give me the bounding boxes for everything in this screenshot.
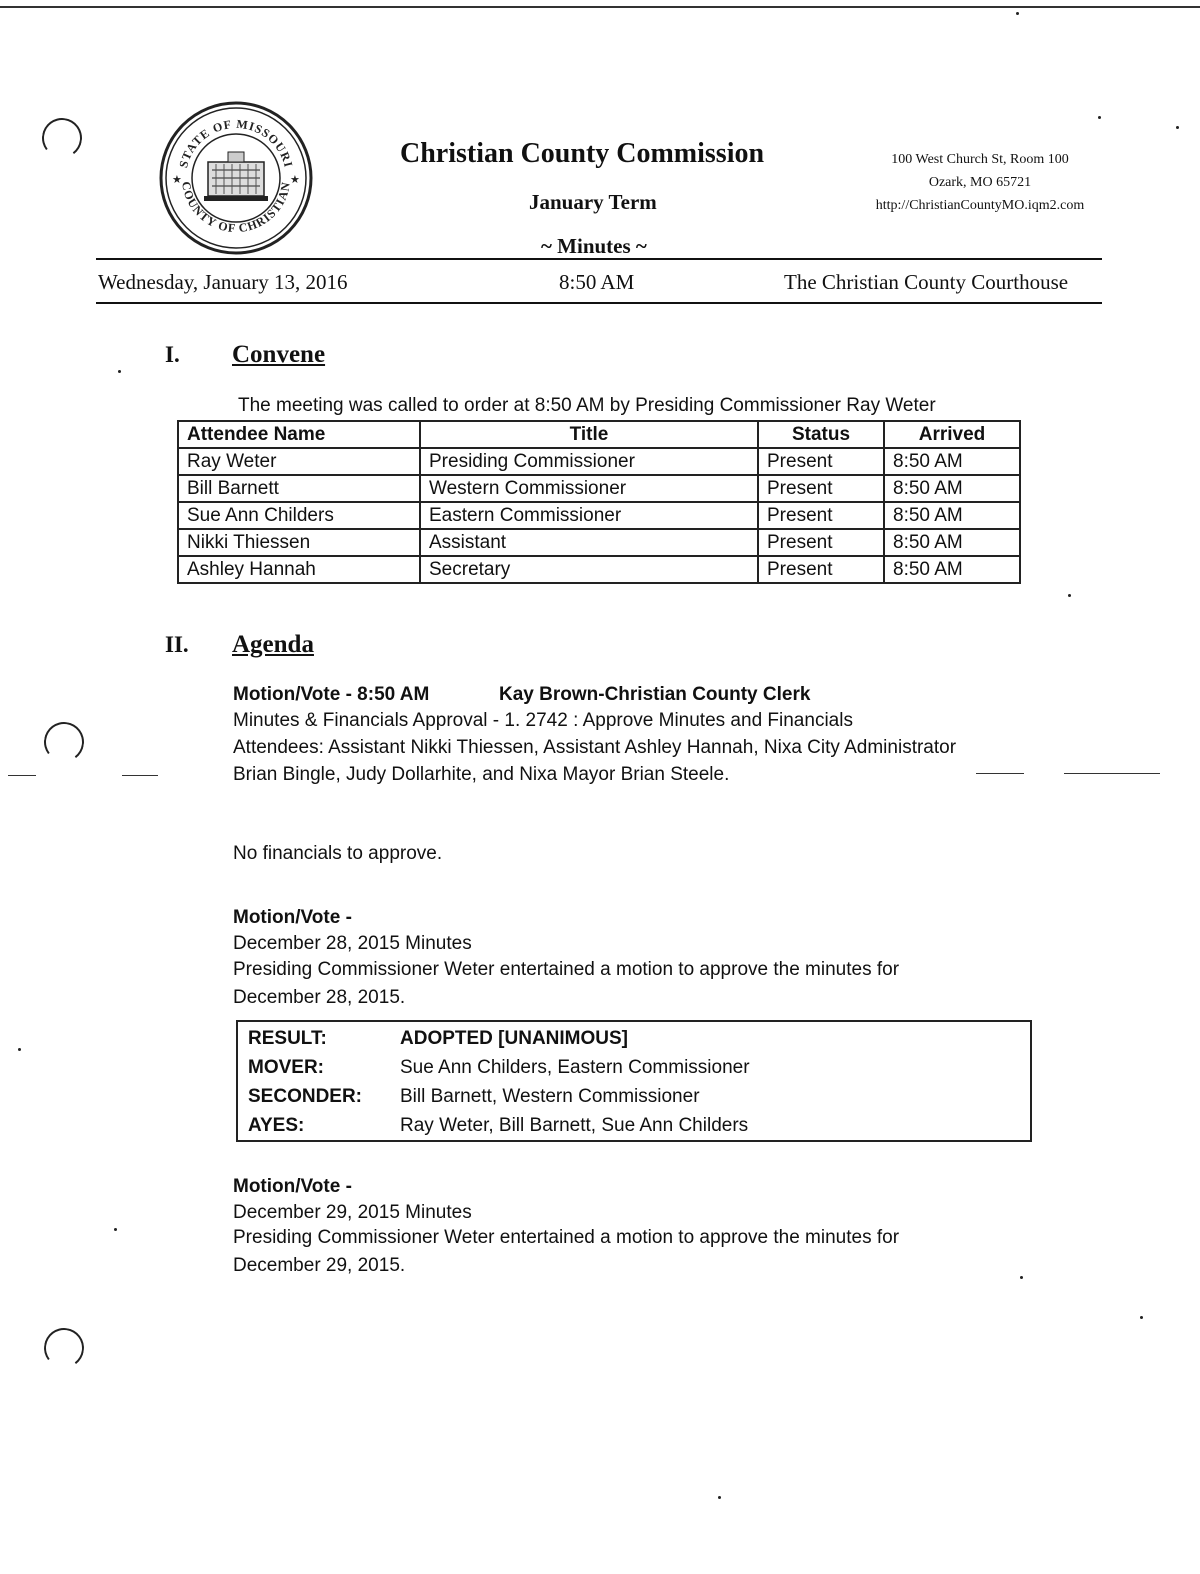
item1-presenter: Kay Brown-Christian County Clerk (499, 684, 811, 705)
seal-text-bottom: COUNTY OF CHRISTIAN (178, 180, 294, 236)
scan-mark (118, 370, 121, 373)
item3-line-2: December 29, 2015. (233, 1255, 406, 1276)
svg-text:★: ★ (290, 174, 300, 186)
scan-mark (1020, 1276, 1023, 1279)
attendee-name: Bill Barnett (178, 475, 420, 502)
scan-mark (18, 1048, 21, 1051)
punch-hole-bottom (41, 1325, 86, 1370)
vote-key: MOVER: (248, 1057, 324, 1078)
header-rule-top (96, 258, 1102, 260)
address-line-1: 100 West Church St, Room 100 (891, 152, 1069, 167)
item2-motion-label: Motion/Vote - (233, 907, 352, 928)
item1-line-2: Attendees: Assistant Nikki Thiessen, Assistant Ashley Hannah, Nixa City Administrator (233, 737, 957, 758)
convene-intro: The meeting was called to order at 8:50 AM by Presiding Commissioner Ray Weter (238, 395, 936, 416)
section-title-convene: Convene (232, 341, 326, 368)
scan-mark (8, 775, 36, 776)
attendee-title: Secretary (420, 556, 758, 583)
item2-subject: December 28, 2015 Minutes (233, 933, 472, 954)
col-header-arrived: Arrived (884, 421, 1020, 448)
section-title-agenda: Agenda (232, 631, 314, 658)
attendee-arrived: 8:50 AM (884, 502, 1020, 529)
attendee-title: Western Commissioner (420, 475, 758, 502)
attendee-title: Presiding Commissioner (420, 448, 758, 475)
table-row (178, 529, 1020, 556)
item3-motion-label: Motion/Vote - (233, 1176, 352, 1197)
address-line-2: Ozark, MO 65721 (928, 175, 1032, 190)
section-number-agenda: II. (165, 632, 189, 657)
col-header-title: Title (420, 421, 758, 448)
attendee-arrived: 8:50 AM (884, 529, 1020, 556)
attendee-status: Present (758, 448, 884, 475)
attendee-status: Present (758, 475, 884, 502)
item1-line-1: Minutes & Financials Approval - 1. 2742 : Approve Minutes and Financials (233, 710, 853, 731)
attendee-title: Assistant (420, 529, 758, 556)
attendee-table-header (178, 421, 1020, 448)
seal-text-top: STATE OF MISSOURI (176, 116, 296, 170)
section-number-convene: I. (165, 342, 180, 367)
vote-key: AYES: (248, 1115, 305, 1136)
vote-value: Bill Barnett, Western Commissioner (400, 1086, 700, 1107)
attendee-table (177, 420, 1021, 584)
minutes-label: ~ Minutes ~ (541, 234, 647, 258)
table-row (178, 475, 1020, 502)
table-row (178, 556, 1020, 583)
vote-key: SECONDER: (248, 1086, 363, 1107)
item3-line-1: Presiding Commissioner Weter entertained a motion to approve the minutes for (233, 1227, 900, 1248)
attendee-arrived: 8:50 AM (884, 475, 1020, 502)
vote-result-box (236, 1020, 1032, 1142)
vote-row-result (248, 1028, 628, 1050)
vote-value: Ray Weter, Bill Barnett, Sue Ann Childers (400, 1115, 749, 1136)
punch-hole-middle (41, 719, 86, 764)
attendee-status: Present (758, 529, 884, 556)
item1-note: No financials to approve. (233, 843, 443, 864)
svg-text:★: ★ (172, 174, 182, 186)
header-rule-bottom (96, 302, 1102, 304)
vote-key: RESULT: (248, 1028, 327, 1049)
attendee-arrived: 8:50 AM (884, 556, 1020, 583)
attendee-arrived: 8:50 AM (884, 448, 1020, 475)
attendee-title: Eastern Commissioner (420, 502, 758, 529)
attendee-status: Present (758, 556, 884, 583)
item1-line-3: Brian Bingle, Judy Dollarhite, and Nixa Mayor Brian Steele. (233, 764, 730, 785)
vote-value: Sue Ann Childers, Eastern Commissioner (400, 1057, 750, 1078)
term-label: January Term (529, 190, 657, 214)
item2-line-1: Presiding Commissioner Weter entertained a motion to approve the minutes for (233, 959, 900, 980)
scan-mark (1176, 126, 1179, 129)
item2-line-2: December 28, 2015. (233, 987, 406, 1008)
scan-mark (1064, 773, 1160, 774)
attendee-name: Ashley Hannah (178, 556, 420, 583)
scan-mark (114, 1228, 117, 1231)
scan-mark (1098, 116, 1101, 119)
scan-mark (976, 773, 1024, 774)
vote-row-mover (248, 1057, 750, 1079)
meeting-location: The Christian County Courthouse (784, 270, 1069, 294)
scan-mark (1016, 12, 1019, 15)
scan-mark (718, 1496, 721, 1499)
vote-row-seconder (248, 1086, 700, 1108)
meeting-date: Wednesday, January 13, 2016 (98, 270, 348, 294)
attendee-status: Present (758, 502, 884, 529)
meeting-time: 8:50 AM (559, 270, 635, 294)
address-block (860, 148, 1100, 217)
attendee-name: Ray Weter (178, 448, 420, 475)
item1-motion-label: Motion/Vote - 8:50 AM (233, 684, 430, 705)
punch-hole-top (39, 115, 84, 160)
website-link[interactable]: http://ChristianCountyMO.iqm2.com (875, 198, 1085, 213)
item3-subject: December 29, 2015 Minutes (233, 1202, 472, 1223)
attendee-name: Nikki Thiessen (178, 529, 420, 556)
table-row (178, 448, 1020, 475)
county-seal-icon (158, 100, 314, 256)
scan-mark (122, 775, 158, 776)
commission-title: Christian County Commission (400, 138, 765, 169)
col-header-attendee-name: Attendee Name (178, 421, 420, 448)
attendee-name: Sue Ann Childers (178, 502, 420, 529)
scan-mark (1140, 1316, 1143, 1319)
vote-row-ayes (248, 1115, 748, 1137)
vote-value: ADOPTED [UNANIMOUS] (400, 1028, 628, 1049)
scan-mark (1068, 594, 1071, 597)
table-row (178, 502, 1020, 529)
col-header-status: Status (758, 421, 884, 448)
page-top-border (0, 6, 1200, 8)
